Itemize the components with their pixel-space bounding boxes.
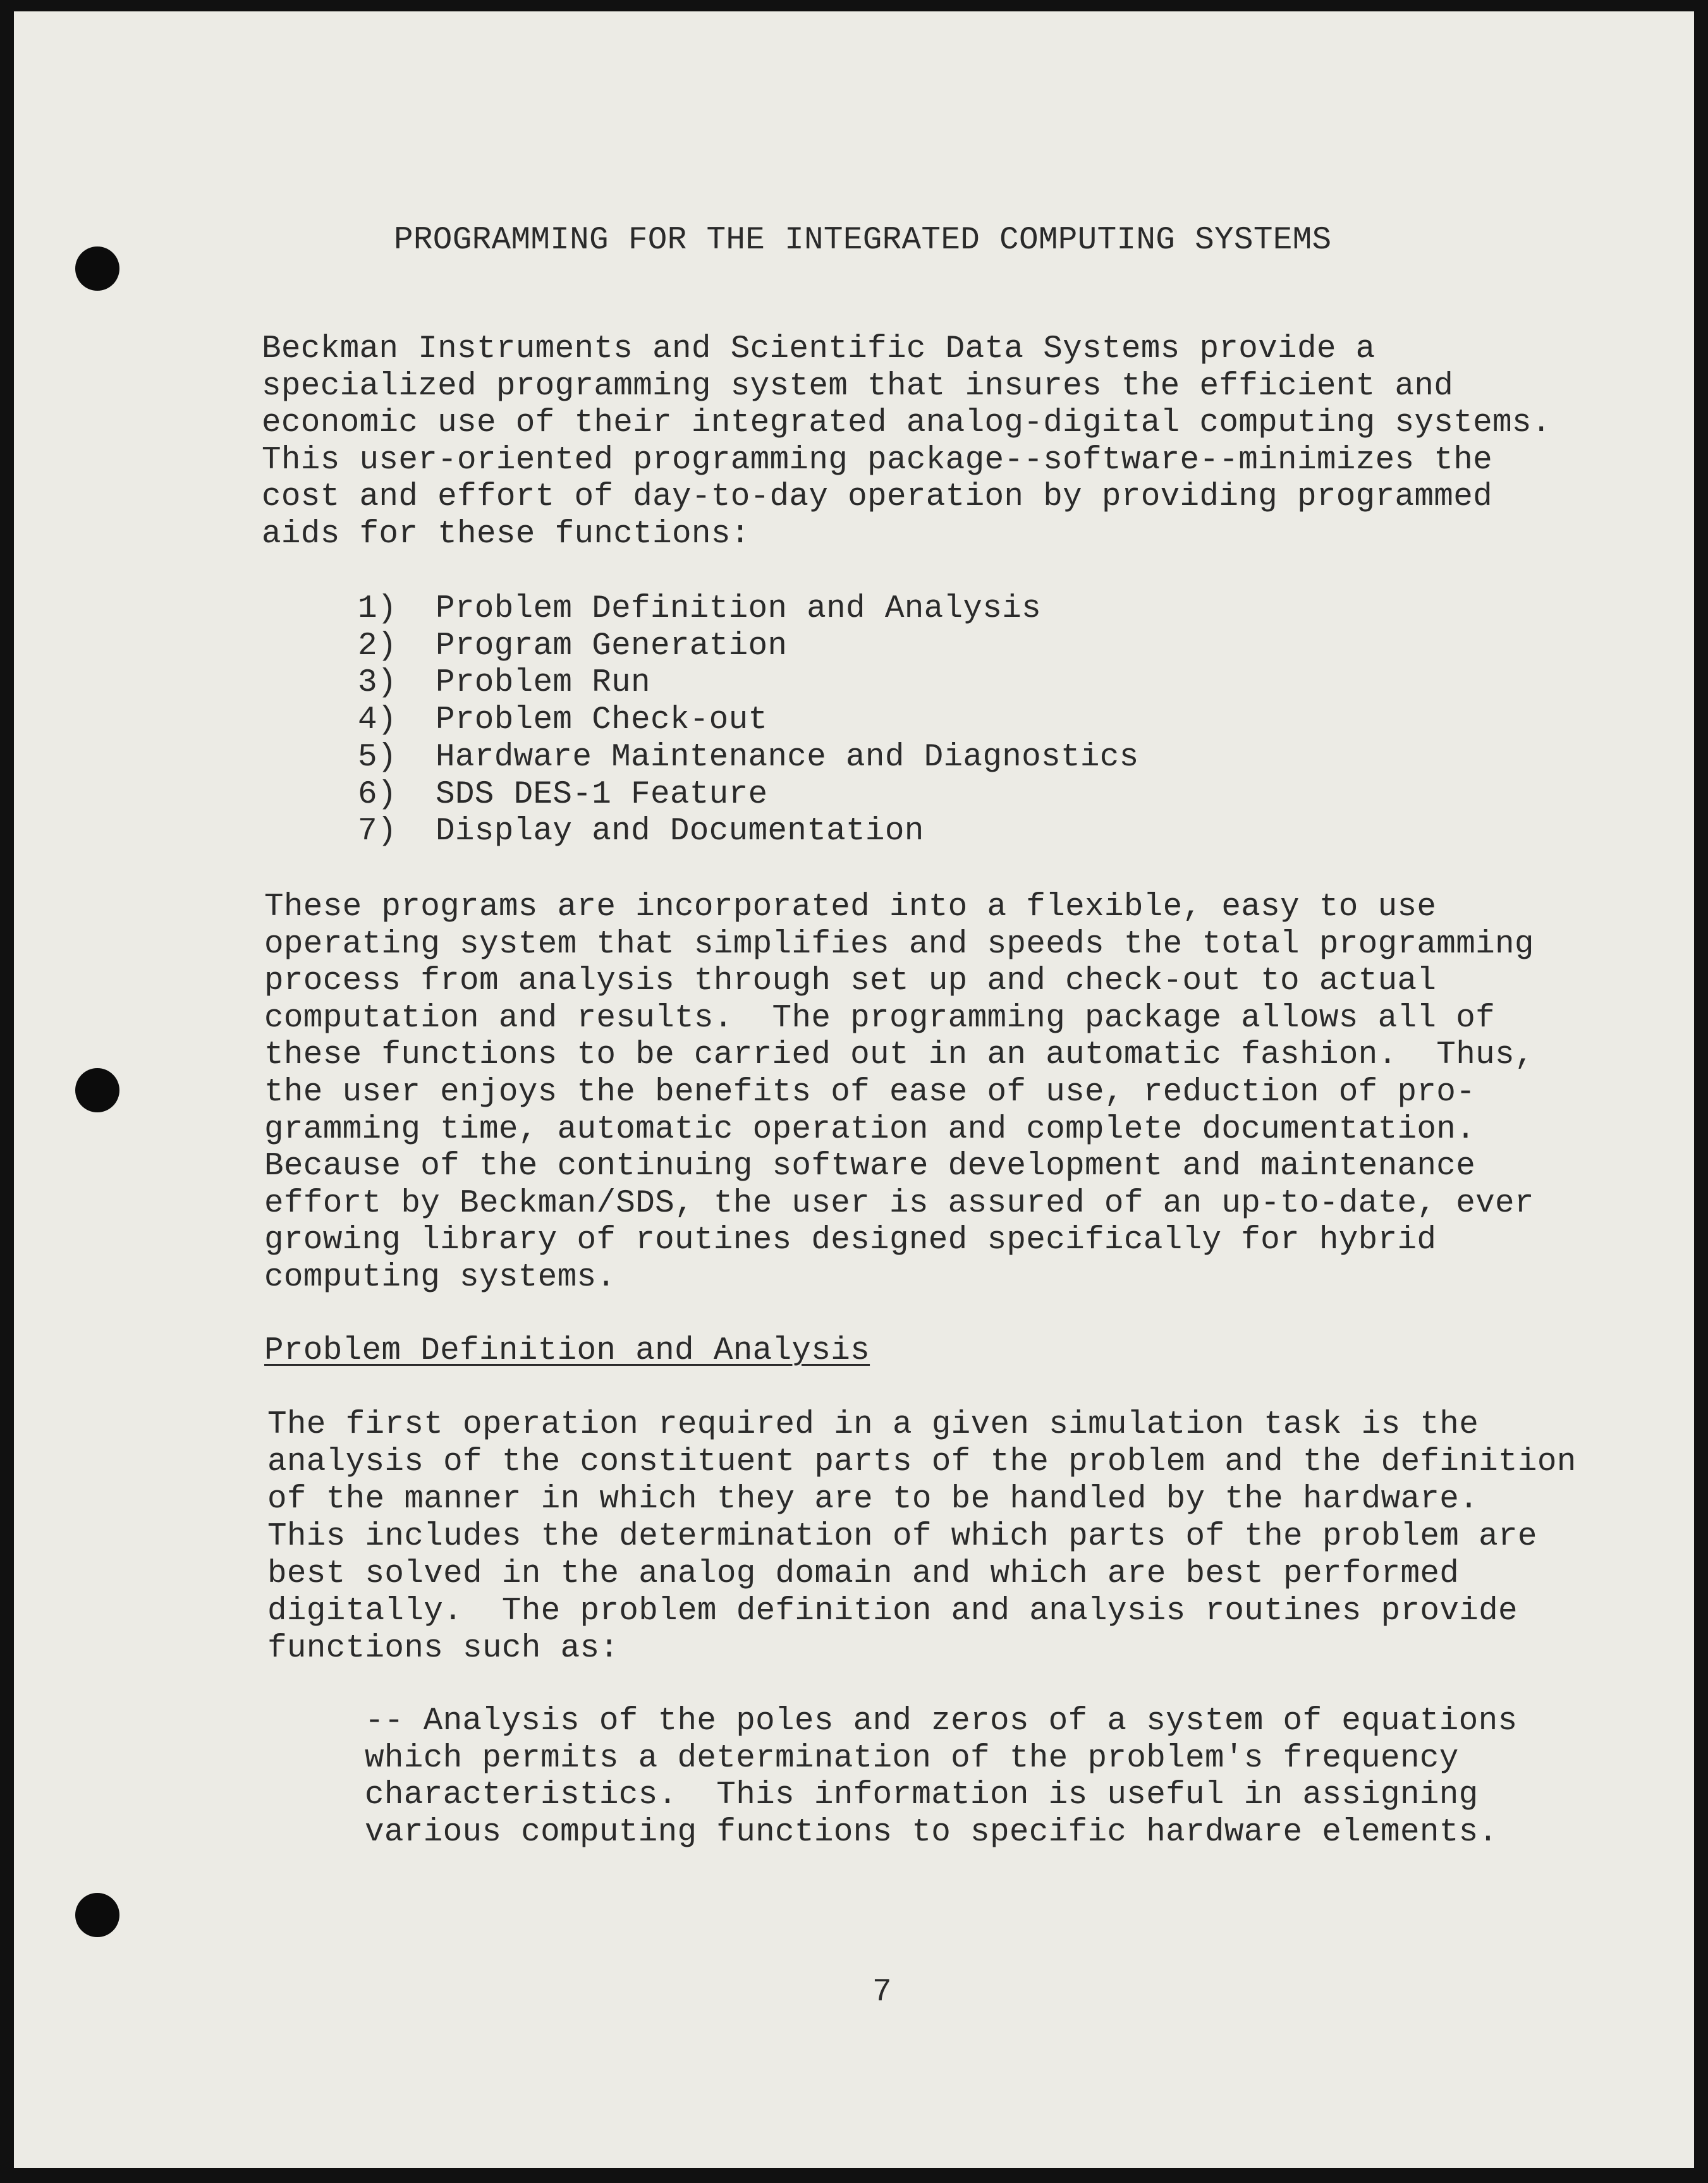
list-number: 6) [358, 776, 397, 813]
bullet-paragraph-line: -- Analysis of the poles and zeros of a system of equations [365, 1703, 1518, 1739]
body-paragraph-line: functions such as: [267, 1631, 619, 1667]
body-paragraph-line: these functions to be carried out in an automatic fashion. Thus, [264, 1037, 1534, 1074]
list-number: 2) [358, 628, 397, 664]
body-paragraph-line: of the manner in which they are to be handled by the hardware. [267, 1481, 1479, 1517]
body-paragraph-line: the user enjoys the benefits of ease of use, reduction of pro- [264, 1074, 1476, 1110]
section-heading: Problem Definition and Analysis [264, 1333, 870, 1369]
body-paragraph-line: growing library of routines designed specifically for hybrid [264, 1222, 1437, 1259]
intro-paragraph-line: Beckman Instruments and Scientific Data Systems provide a [262, 331, 1376, 367]
body-paragraph-line: process from analysis through set up and check-out to actual [264, 963, 1437, 1000]
body-paragraph-line: effort by Beckman/SDS, the user is assured of an up-to-date, ever [264, 1185, 1534, 1222]
list-label: Problem Check-out [436, 702, 768, 739]
list-number: 1) [358, 591, 397, 627]
binder-hole [75, 1893, 119, 1937]
binder-hole [75, 246, 119, 291]
body-paragraph-line: The first operation required in a given simulation task is the [267, 1407, 1479, 1443]
intro-paragraph-line: aids for these functions: [262, 516, 750, 552]
body-paragraph-line: operating system that simplifies and speeds the total programming [264, 926, 1534, 963]
intro-paragraph-line: specialized programming system that insures the efficient and [262, 368, 1454, 404]
binder-hole [75, 1068, 119, 1112]
intro-paragraph-line: This user-oriented programming package--software--minimizes the [262, 442, 1493, 478]
list-number: 7) [358, 813, 397, 850]
page-title: PROGRAMMING FOR THE INTEGRATED COMPUTING SYSTEMS [394, 222, 1332, 258]
list-label: Display and Documentation [436, 813, 924, 850]
body-paragraph-line: These programs are incorporated into a flexible, easy to use [264, 889, 1437, 925]
list-label: Problem Definition and Analysis [436, 591, 1042, 627]
body-paragraph-line: digitally. The problem definition and analysis routines provide [267, 1593, 1518, 1629]
list-label: Program Generation [436, 628, 788, 664]
list-label: Hardware Maintenance and Diagnostics [436, 739, 1139, 775]
body-paragraph-line: computation and results. The programming package allows all of [264, 1000, 1496, 1037]
intro-paragraph-line: cost and effort of day-to-day operation by providing programmed [262, 479, 1493, 516]
list-label: SDS DES-1 Feature [436, 776, 768, 813]
body-paragraph-line: This includes the determination of which parts of the problem are [267, 1519, 1537, 1555]
bullet-paragraph-line: characteristics. This information is useful in assigning [365, 1777, 1479, 1814]
list-number: 4) [358, 702, 397, 739]
list-number: 5) [358, 739, 397, 775]
body-paragraph-line: best solved in the analog domain and which are best performed [267, 1556, 1460, 1592]
list-number: 3) [358, 665, 397, 702]
body-paragraph-line: Because of the continuing software development and maintenance [264, 1148, 1476, 1185]
intro-paragraph-line: economic use of their integrated analog-digital computing systems. [262, 405, 1551, 442]
body-paragraph-line: analysis of the constituent parts of the problem and the definition [267, 1444, 1577, 1480]
bullet-paragraph-line: various computing functions to specific hardware elements. [365, 1814, 1498, 1851]
page-number: 7 [872, 1974, 892, 2010]
body-paragraph-line: computing systems. [264, 1260, 616, 1296]
list-label: Problem Run [436, 665, 650, 702]
bullet-paragraph-line: which permits a determination of the problem's frequency [365, 1740, 1459, 1777]
body-paragraph-line: gramming time, automatic operation and complete documentation. [264, 1111, 1476, 1148]
